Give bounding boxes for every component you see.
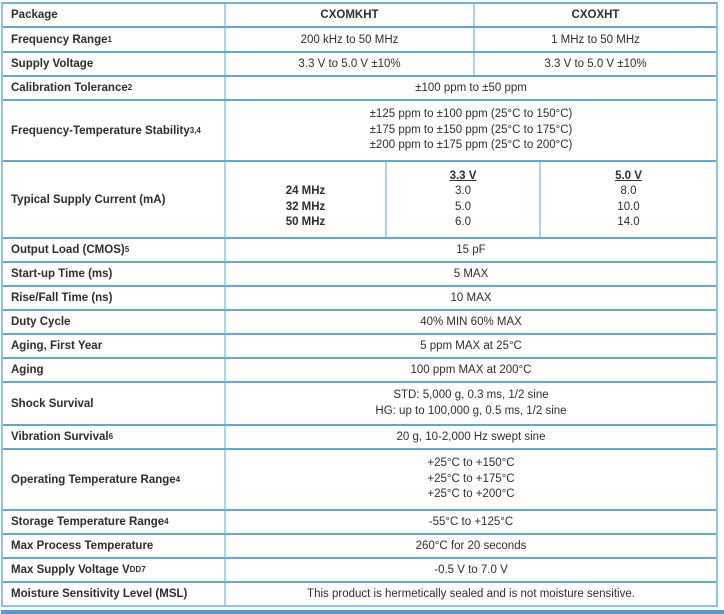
frequency-range-label: Frequency Range 1 xyxy=(3,28,226,51)
stability-line: ±125 ppm to ±100 ppm (25°C to 150°C) xyxy=(369,108,573,121)
current-value: 14.0 xyxy=(617,216,640,228)
row-operating-temperature-range xyxy=(3,450,716,511)
frequency-temperature-stability-value xyxy=(226,101,716,160)
shock-survival-label: Shock Survival xyxy=(3,383,226,424)
current-value: 3.0 xyxy=(455,185,471,197)
row-frequency-temperature-stability xyxy=(3,101,716,162)
stability-line: ±200 ppm to ±175 ppm (25°C to 200°C) xyxy=(369,139,573,152)
row-max-process-temperature xyxy=(3,535,716,559)
row-duty-cycle xyxy=(3,311,716,335)
startup-time-value: 5 MAX xyxy=(453,268,489,280)
stability-line: ±175 ppm to ±150 ppm (25°C to 175°C) xyxy=(369,123,573,136)
row-shock-survival xyxy=(3,383,716,426)
supply-voltage-cxoxht: 3.3 V to 5.0 V ±10% xyxy=(544,58,647,70)
supply-current-frequency-column xyxy=(226,162,385,237)
voltage-column-header-3v3: 3.3 V xyxy=(449,169,477,182)
column-header-cxomkht: CXOMKHT xyxy=(226,4,475,26)
row-startup-time xyxy=(3,263,716,287)
vibration-survival-value: 20 g, 10-2,000 Hz swept sine xyxy=(396,431,546,443)
frequency-range-cxoxht: 1 MHz to 50 MHz xyxy=(551,33,640,46)
calibration-tolerance-label: Calibration Tolerance 2 xyxy=(3,77,226,99)
aging-first-year-value: 5 ppm MAX at 25°C xyxy=(420,340,522,352)
moisture-sensitivity-level-value: This product is hermetically sealed and is not moisture sensitive. xyxy=(307,588,635,600)
frequency-label: 50 MHz xyxy=(285,216,326,228)
supply-voltage-label: Supply Voltage xyxy=(3,53,226,75)
max-supply-voltage-label: Max Supply Voltage V DD 7 xyxy=(3,559,226,581)
aging-label: Aging xyxy=(3,359,226,381)
blank-line xyxy=(226,169,385,185)
aging-first-year-label: Aging, First Year xyxy=(3,335,226,357)
row-vibration-survival xyxy=(3,426,716,450)
voltage-column-header-5v0: 5.0 V xyxy=(615,169,642,182)
row-typical-supply-current xyxy=(3,162,716,239)
aging-value: 100 ppm MAX at 200°C xyxy=(410,364,532,376)
shock-line: HG: up to 100,000 g, 0.5 ms, 1/2 sine xyxy=(375,404,567,417)
column-header-cxoxht: CXOXHT xyxy=(571,9,620,21)
row-rise-fall-time xyxy=(3,287,716,311)
frequency-label: 24 MHz xyxy=(285,185,326,197)
frequency-range-cxomkht: 200 kHz to 50 MHz xyxy=(226,28,475,51)
specifications-table xyxy=(1,2,718,607)
shock-line: STD: 5,000 g, 0.3 ms, 1/2 sine xyxy=(393,389,549,401)
storage-temperature-range-value: -55°C to +125°C xyxy=(428,516,514,528)
package-header-text: Package xyxy=(11,9,58,21)
operating-temp-line: +25°C to +150°C xyxy=(427,457,515,470)
vibration-survival-label: Vibration Survival 6 xyxy=(3,426,226,448)
duty-cycle-value: 40% MIN 60% MAX xyxy=(420,316,522,328)
package-header-label xyxy=(3,4,226,26)
shock-survival-value xyxy=(226,383,716,424)
row-max-supply-voltage xyxy=(3,559,716,583)
rise-fall-time-label: Rise/Fall Time (ns) xyxy=(3,287,226,309)
table-header-row xyxy=(3,4,716,28)
operating-temp-line: +25°C to +200°C xyxy=(427,488,515,501)
supply-voltage-cxomkht: 3.3 V to 5.0 V ±10% xyxy=(226,53,475,75)
row-output-load xyxy=(3,239,716,263)
frequency-temperature-stability-label: Frequency-Temperature Stability 3,4 xyxy=(3,101,226,160)
startup-time-label: Start-up Time (ms) xyxy=(3,263,226,285)
current-value: 10.0 xyxy=(617,200,640,213)
current-value: 6.0 xyxy=(455,216,471,228)
operating-temperature-range-label: Operating Temperature Range 4 xyxy=(3,450,226,509)
max-process-temperature-label: Max Process Temperature xyxy=(3,535,226,557)
max-supply-voltage-value: -0.5 V to 7.0 V xyxy=(434,564,508,576)
moisture-sensitivity-level-label: Moisture Sensitivity Level (MSL) xyxy=(3,583,226,605)
max-process-temperature-value: 260°C for 20 seconds xyxy=(415,540,527,552)
output-load-value: 15 pF xyxy=(456,244,486,256)
operating-temperature-range-value xyxy=(226,450,716,509)
duty-cycle-label: Duty Cycle xyxy=(3,311,226,333)
rise-fall-time-value: 10 MAX xyxy=(450,292,492,304)
row-aging-first-year xyxy=(3,335,716,359)
row-moisture-sensitivity-level xyxy=(3,583,716,605)
current-value: 5.0 xyxy=(455,200,471,213)
row-supply-voltage xyxy=(3,53,716,77)
row-aging xyxy=(3,359,716,383)
row-frequency-range xyxy=(3,28,716,53)
calibration-tolerance-value: ±100 ppm to ±50 ppm xyxy=(415,82,527,94)
current-value: 8.0 xyxy=(620,185,637,197)
operating-temp-line: +25°C to +175°C xyxy=(427,472,515,485)
output-load-label: Output Load (CMOS) 5 xyxy=(3,239,226,261)
row-calibration-tolerance xyxy=(3,77,716,101)
supply-current-5v0-column xyxy=(539,162,716,237)
frequency-label: 32 MHz xyxy=(285,200,326,213)
supply-current-3v3-column xyxy=(385,162,539,237)
typical-supply-current-label: Typical Supply Current (mA) xyxy=(3,162,226,237)
row-storage-temperature-range xyxy=(3,511,716,535)
storage-temperature-range-label: Storage Temperature Range 4 xyxy=(3,511,226,533)
